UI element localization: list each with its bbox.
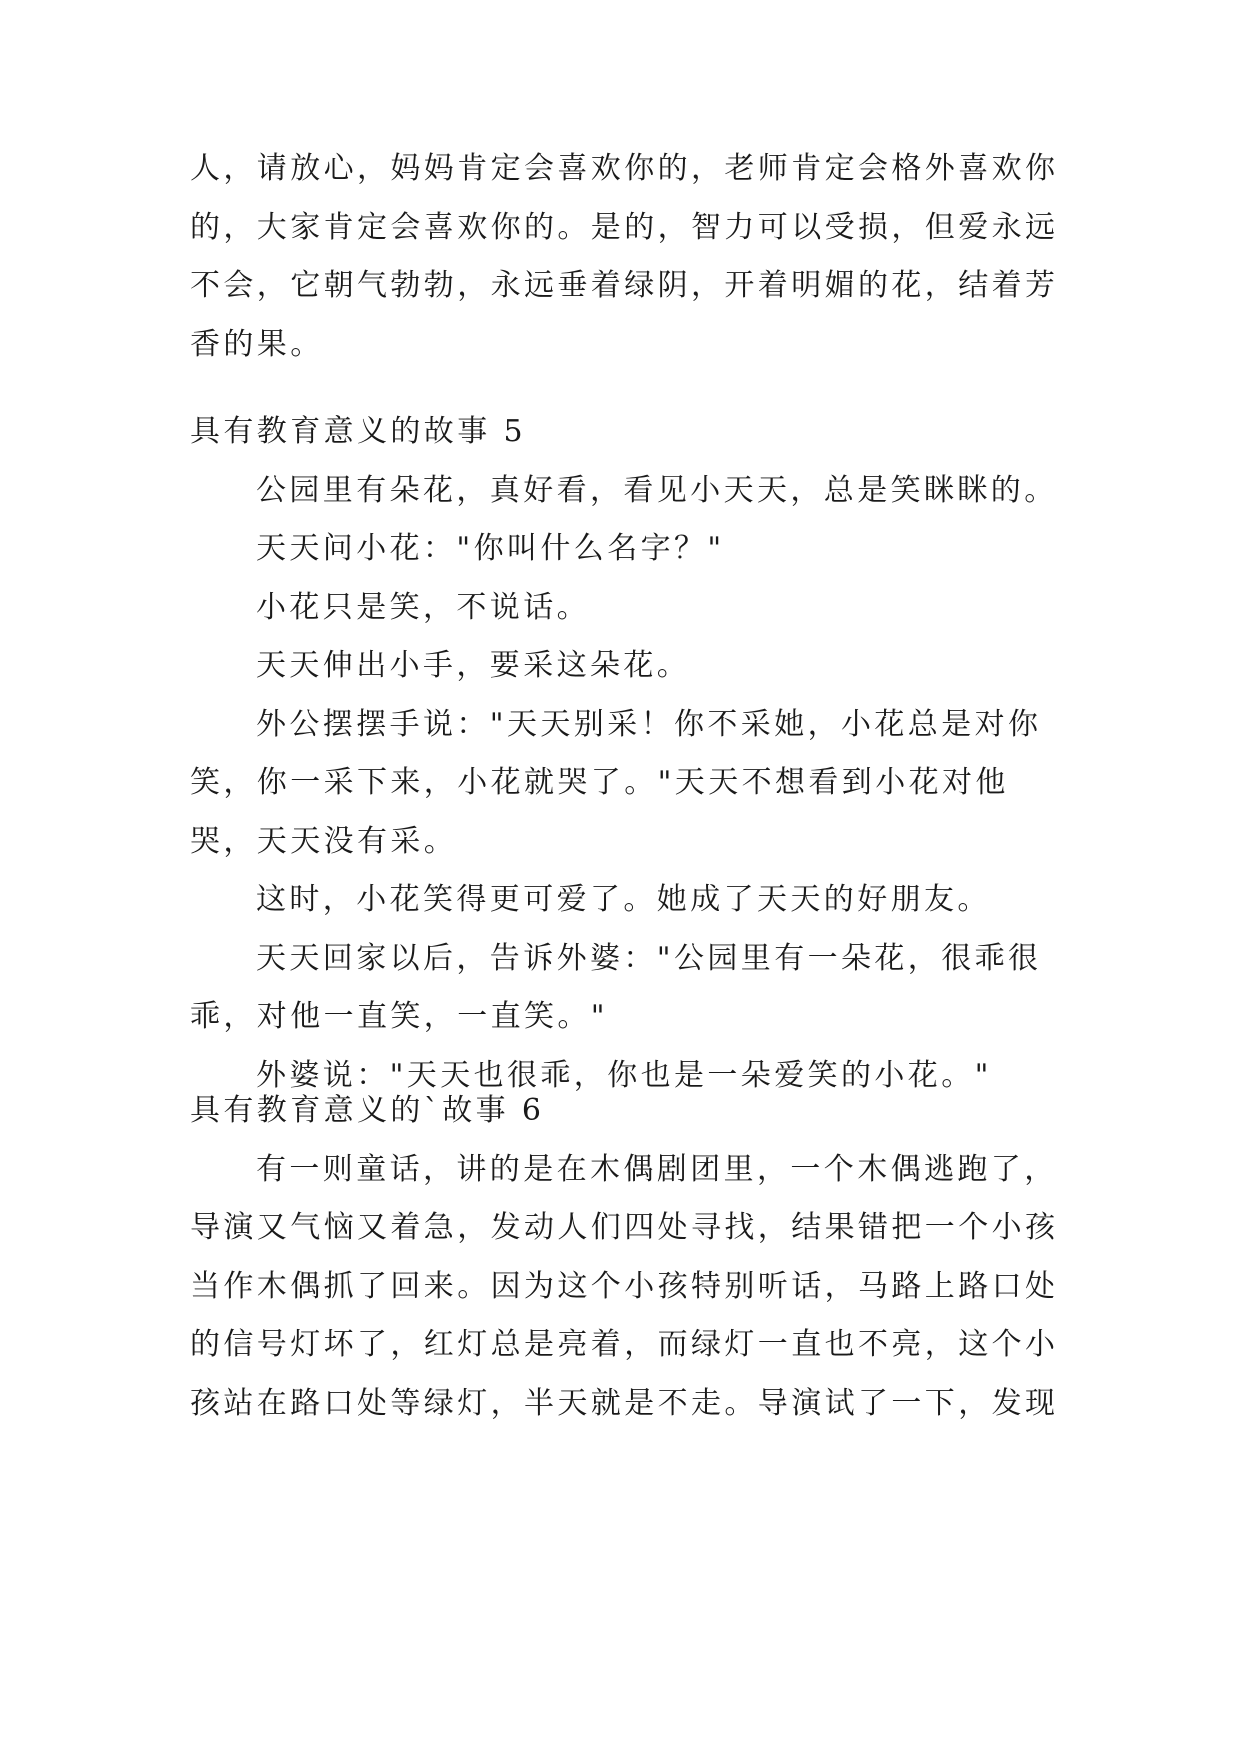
story-6-section <box>190 1082 1070 1433</box>
story-5-section <box>190 403 1070 1105</box>
story-6-heading: 具有教育意义的`故事 6 <box>190 1093 545 1128</box>
story-5-paragraph-2: 天天问小花："你叫什么名字？" <box>256 531 725 566</box>
story-5-paragraph-1: 公园里有朵花，真好看，看见小天天，总是笑眯眯的。 <box>256 472 1058 508</box>
story-5-heading: 具有教育意义的故事 5 <box>190 414 527 449</box>
story-5-paragraph-4: 天天伸出小手，要采这朵花。 <box>256 648 691 683</box>
story-5-paragraph-5: 外公摆摆手说："天天别采！你不采她，小花总是对你笑，你一采下来，小花就哭了。"天天不想看到小花对他哭，天天没有采。 <box>190 706 1042 859</box>
story-5-paragraph-6: 这时，小花笑得更可爱了。她成了天天的好朋友。 <box>256 882 991 917</box>
story-5-paragraph-7: 天天回家以后，告诉外婆："公园里有一朵花，很乖很乖，对他一直笑，一直笑。" <box>190 940 1042 1034</box>
story-6-paragraph-1: 有一则童话，讲的是在木偶剧团里，一个木偶逃跑了，导演又气恼又着急，发动人们四处寻找，结果错把一个小孩当作木偶抓了回来。因为这个小孩特别听话，马路上路口处的信号灯坏了，红灯总是亮着，而绿灯一直也不亮，这个小孩站在路口处等绿灯，半天就是不走。导演试了一下，发现 <box>190 1151 1059 1421</box>
continuation-paragraph: 人，请放心，妈妈肯定会喜欢你的，老师肯定会格外喜欢你的，大家肯定会喜欢你的。是的，智力可以受损，但爱永远不会，它朝气勃勃，永远垂着绿阴，开着明媚的花，结着芳香的果。 <box>190 151 1059 362</box>
story-5-paragraph-8: 外婆说："天天也很乖，你也是一朵爱笑的小花。" <box>256 1057 992 1093</box>
story-5-paragraph-3: 小花只是笑，不说话。 <box>256 589 590 625</box>
continuation-section <box>190 140 1070 374</box>
